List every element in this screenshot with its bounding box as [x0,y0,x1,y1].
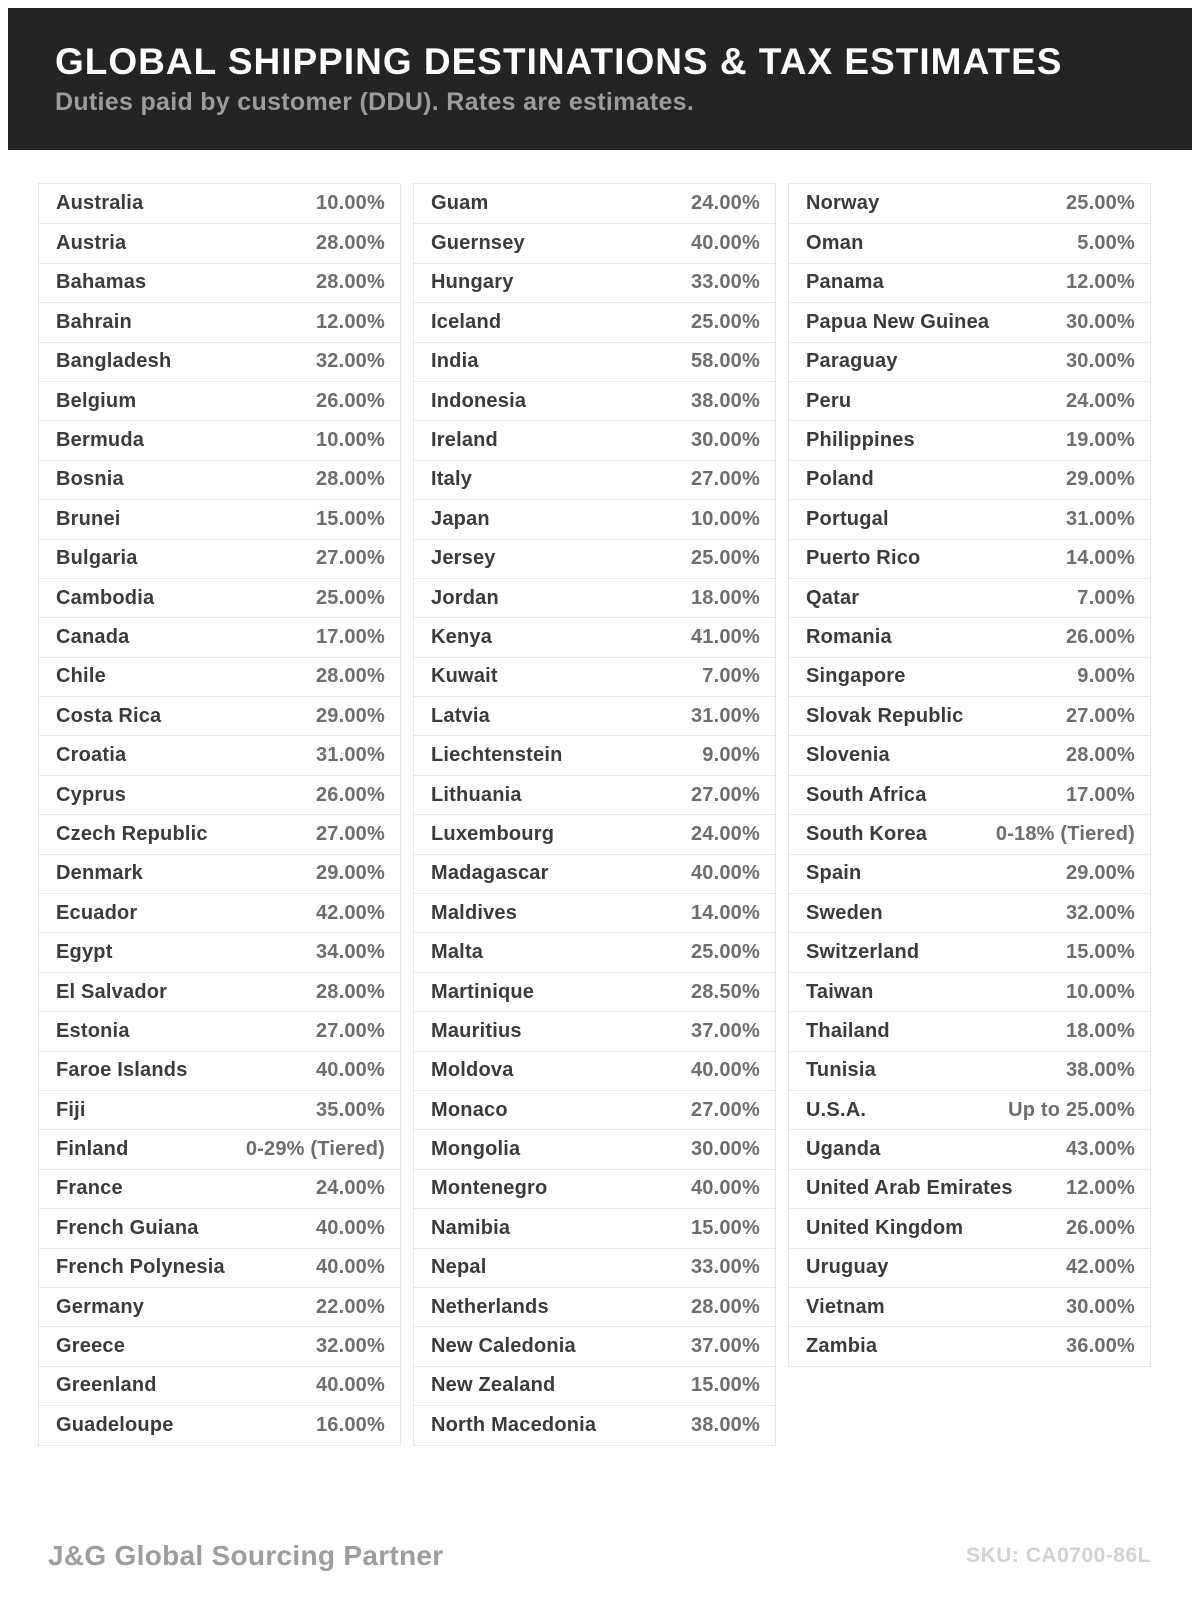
tax-rate-value: 30.00% [1065,1295,1135,1318]
country-name: New Caledonia [431,1335,576,1358]
tax-rate-row [789,735,1150,774]
tax-rate-value: 15.00% [690,1374,760,1397]
tax-rate-value: 30.00% [1065,350,1135,373]
tax-rate-value: 12.00% [1065,271,1135,294]
tax-rate-value: 7.00% [1077,586,1135,609]
country-name: Portugal [806,507,889,530]
tax-rate-value: 25.00% [1065,192,1135,215]
country-name: Jordan [431,586,499,609]
tax-rate-row [39,1326,400,1365]
tax-rate-row [39,617,400,656]
tax-rate-row [414,460,775,499]
country-name: Vietnam [806,1295,885,1318]
country-name: Sweden [806,901,883,924]
country-name: Italy [431,468,473,491]
tax-rate-row [39,696,400,735]
tax-rate-row [414,893,775,932]
tax-rate-value: 28.50% [690,980,760,1003]
tax-rate-row [789,184,1150,223]
tax-rate-row [39,420,400,459]
tax-rate-row [39,1248,400,1287]
tax-rate-value: 30.00% [690,1138,760,1161]
tax-rate-row [39,342,400,381]
tax-rate-value: 7.00% [702,665,760,688]
country-name: Greece [56,1335,126,1358]
tax-rate-row [39,1287,400,1326]
tax-rate-value: 15.00% [315,507,385,530]
tax-rate-row [39,1405,400,1444]
country-name: Malta [431,941,484,964]
country-name: Uganda [806,1138,881,1161]
country-name: Lithuania [431,783,522,806]
tax-rate-row [39,1208,400,1247]
country-name: Canada [56,625,130,648]
country-name: India [431,350,479,373]
tax-rate-value: 27.00% [690,1098,760,1121]
tax-rate-row [414,578,775,617]
tax-rate-value: 17.00% [1065,783,1135,806]
country-name: French Guiana [56,1216,199,1239]
tax-rate-row [789,972,1150,1011]
tax-rate-value: 17.00% [315,625,385,648]
tax-rate-row [789,932,1150,971]
tax-rate-row [39,1129,400,1168]
country-name: Egypt [56,941,113,964]
tax-rate-row [39,223,400,262]
tax-rate-value: 37.00% [690,1335,760,1358]
tax-rate-value: 14.00% [690,901,760,924]
tax-rate-row [414,302,775,341]
tax-rate-value: 38.00% [690,389,760,412]
country-name: Namibia [431,1216,511,1239]
tax-rate-value: 9.00% [1077,665,1135,688]
tax-rate-row [39,578,400,617]
tax-rate-row [789,1129,1150,1168]
tax-rate-row [414,775,775,814]
tax-rate-row [414,184,775,223]
country-name: North Macedonia [431,1413,597,1436]
tax-rate-value: 31.00% [690,704,760,727]
tax-rate-value: 28.00% [315,980,385,1003]
country-name: Netherlands [431,1295,549,1318]
tax-rate-value: 38.00% [690,1413,760,1436]
tax-rate-row [789,342,1150,381]
country-name: Panama [806,271,884,294]
country-name: Montenegro [431,1177,548,1200]
tax-rate-value: 12.00% [1065,1177,1135,1200]
country-name: Liechtenstein [431,744,563,767]
country-name: South Korea [806,822,928,845]
tax-rate-row [39,932,400,971]
tax-rate-value: 30.00% [1065,310,1135,333]
country-name: South Africa [806,783,927,806]
brand-name: J&G Global Sourcing Partner [48,1540,444,1571]
country-name: Zambia [806,1335,878,1358]
tax-rate-row [414,1090,775,1129]
tax-rate-value: 32.00% [315,350,385,373]
tax-rate-value: 40.00% [690,1177,760,1200]
country-name: Guernsey [431,232,525,255]
tax-rate-row [414,814,775,853]
tax-rate-row [789,499,1150,538]
tax-rate-value: 31.00% [315,744,385,767]
country-name: Germany [56,1295,145,1318]
rate-column-1 [38,183,401,1446]
tax-rate-row [789,1208,1150,1247]
tax-rate-value: 29.00% [315,704,385,727]
tax-rate-value: 5.00% [1077,232,1135,255]
country-name: Philippines [806,429,915,452]
country-name: Luxembourg [431,822,555,845]
tax-rate-value: 0-18% (Tiered) [995,822,1135,845]
country-name: Ecuador [56,901,138,924]
tax-rate-row [414,420,775,459]
tax-rate-row [414,1405,775,1444]
country-name: Uruguay [806,1256,889,1279]
tax-rate-row [39,1011,400,1050]
country-name: Kuwait [431,665,498,688]
page-title: GLOBAL SHIPPING DESTINATIONS & TAX ESTIMATES [55,41,1063,82]
tax-rate-row [414,657,775,696]
tax-rate-value: 24.00% [690,192,760,215]
country-name: Ireland [431,429,498,452]
tax-rate-row [39,814,400,853]
country-name: Chile [56,665,106,688]
tax-rate-row [414,932,775,971]
tax-rate-value: 42.00% [1065,1256,1135,1279]
country-name: Guam [431,192,489,215]
country-name: Iceland [431,310,502,333]
tax-rate-row [789,814,1150,853]
tax-rate-value: 33.00% [690,271,760,294]
country-name: Indonesia [431,389,527,412]
tax-rate-value: 22.00% [315,1295,385,1318]
tax-rate-row [39,775,400,814]
tax-rate-row [789,1090,1150,1129]
tax-rate-value: 25.00% [690,547,760,570]
country-name: Bahrain [56,310,132,333]
tax-rate-row [39,1169,400,1208]
tax-rate-row [39,854,400,893]
tax-rate-row [39,381,400,420]
tax-rate-value: 27.00% [690,468,760,491]
tax-rate-value: 29.00% [1065,862,1135,885]
country-name: Singapore [806,665,906,688]
tax-rate-value: 25.00% [690,310,760,333]
tax-rate-row [39,184,400,223]
tax-rate-row [789,263,1150,302]
tax-rate-value: 29.00% [1065,468,1135,491]
tax-rate-row [414,735,775,774]
country-name: Mauritius [431,1019,522,1042]
tax-rate-row [789,420,1150,459]
country-name: Slovak Republic [806,704,964,727]
country-name: Cambodia [56,586,155,609]
tax-rate-value: 10.00% [1065,980,1135,1003]
tax-rate-value: 40.00% [690,1059,760,1082]
country-name: Bangladesh [56,350,172,373]
country-name: France [56,1177,123,1200]
country-name: Peru [806,389,852,412]
tax-rate-row [414,617,775,656]
country-name: United Kingdom [806,1216,964,1239]
tax-rate-row [789,302,1150,341]
tax-rate-value: 35.00% [315,1098,385,1121]
tax-rate-row [414,342,775,381]
tax-rate-row [414,223,775,262]
tax-rate-value: 28.00% [315,468,385,491]
country-name: Papua New Guinea [806,310,990,333]
tax-rate-row [414,972,775,1011]
tax-rate-value: 27.00% [315,547,385,570]
tax-rate-row [789,1326,1150,1365]
country-name: Bermuda [56,429,145,452]
country-name: Austria [56,232,127,255]
tax-rate-value: 41.00% [690,625,760,648]
tax-rate-row [414,696,775,735]
sku-label: SKU: CA0700-86L [966,1544,1151,1567]
tax-rate-row [414,263,775,302]
tax-rate-row [39,735,400,774]
tax-rate-value: 34.00% [315,941,385,964]
country-name: Finland [56,1138,129,1161]
country-name: Latvia [431,704,491,727]
tax-rate-row [789,1011,1150,1050]
page-subtitle: Duties paid by customer (DDU). Rates are estimates. [55,87,695,116]
country-name: Estonia [56,1019,130,1042]
tax-rate-value: 40.00% [315,1374,385,1397]
tax-rate-value: 10.00% [315,192,385,215]
country-name: Brunei [56,507,121,530]
country-name: Denmark [56,862,143,885]
tax-rate-value: 43.00% [1065,1138,1135,1161]
tax-rate-row [414,854,775,893]
tax-rate-row [39,539,400,578]
tax-rate-row [414,539,775,578]
tax-rate-value: 16.00% [315,1413,385,1436]
country-name: New Zealand [431,1374,556,1397]
country-name: Bulgaria [56,547,138,570]
country-name: Maldives [431,901,518,924]
country-name: French Polynesia [56,1256,225,1279]
tax-rate-value: 10.00% [690,507,760,530]
country-name: Nepal [431,1256,487,1279]
country-name: Czech Republic [56,822,208,845]
tax-rate-row [789,381,1150,420]
tax-rate-value: 12.00% [315,310,385,333]
tax-rate-value: 27.00% [690,783,760,806]
country-name: Oman [806,232,864,255]
tax-rate-value: 19.00% [1065,429,1135,452]
country-name: Australia [56,192,144,215]
tax-rate-value: 25.00% [690,941,760,964]
tax-rate-value: 42.00% [315,901,385,924]
tax-rate-value: 15.00% [690,1216,760,1239]
tax-rate-value: 31.00% [1065,507,1135,530]
country-name: Madagascar [431,862,549,885]
country-name: Switzerland [806,941,920,964]
tax-rate-value: 38.00% [1065,1059,1135,1082]
country-name: Costa Rica [56,704,162,727]
tax-rate-value: 28.00% [315,232,385,255]
tax-rate-value: 40.00% [315,1059,385,1082]
country-name: Spain [806,862,862,885]
tax-rate-row [789,657,1150,696]
tax-rate-value: 26.00% [315,783,385,806]
country-name: Monaco [431,1098,508,1121]
tax-rate-value: 40.00% [690,862,760,885]
tax-rate-value: 26.00% [315,389,385,412]
tax-rate-value: 14.00% [1065,547,1135,570]
tax-rate-row [39,499,400,538]
tax-rate-value: 18.00% [690,586,760,609]
country-name: Cyprus [56,783,127,806]
tax-rate-row [39,1051,400,1090]
rate-column-2 [413,183,776,1446]
tax-rate-value: 27.00% [1065,704,1135,727]
tax-rate-value: 24.00% [1065,389,1135,412]
country-name: Martinique [431,980,535,1003]
tax-rate-value: 37.00% [690,1019,760,1042]
tax-rate-row [39,657,400,696]
country-name: Hungary [431,271,514,294]
country-name: Bahamas [56,271,147,294]
tax-rate-value: 40.00% [690,232,760,255]
country-name: Fiji [56,1098,86,1121]
tax-rate-value: 32.00% [1065,901,1135,924]
tax-rate-value: 15.00% [1065,941,1135,964]
tax-rate-row [39,893,400,932]
country-name: Japan [431,507,490,530]
country-name: Poland [806,468,874,491]
page-header [8,8,1192,150]
tax-rate-value: 26.00% [1065,1216,1135,1239]
tax-rate-row [39,302,400,341]
tax-rate-value: 40.00% [315,1256,385,1279]
tax-rate-row [789,1287,1150,1326]
tax-rate-row [789,578,1150,617]
tax-rate-row [789,460,1150,499]
tax-rate-value: 28.00% [315,271,385,294]
tax-rate-row [414,1366,775,1405]
tax-rate-row [414,381,775,420]
tax-rate-row [414,1248,775,1287]
country-name: Mongolia [431,1138,521,1161]
tax-rate-value: 28.00% [690,1295,760,1318]
tax-rate-row [414,1326,775,1365]
tax-rate-value: 24.00% [690,822,760,845]
tax-rate-value: 10.00% [315,429,385,452]
tax-rate-value: 40.00% [315,1216,385,1239]
tax-rate-row [39,972,400,1011]
tax-rate-value: 58.00% [690,350,760,373]
tax-rate-row [39,1090,400,1129]
country-name: Croatia [56,744,127,767]
tax-rate-value: 27.00% [315,822,385,845]
tax-rate-row [414,1287,775,1326]
tax-rate-value: 32.00% [315,1335,385,1358]
tax-rate-value: 27.00% [315,1019,385,1042]
tax-rate-row [789,223,1150,262]
page-footer [48,1532,1151,1580]
country-name: Slovenia [806,744,890,767]
tax-rate-row [39,263,400,302]
tax-rate-value: 9.00% [702,744,760,767]
tax-rate-row [414,1129,775,1168]
tax-rate-value: 30.00% [690,429,760,452]
tax-rate-row [789,617,1150,656]
country-name: Thailand [806,1019,890,1042]
country-name: United Arab Emirates [806,1177,1013,1200]
country-name: Tunisia [806,1059,876,1082]
tax-rate-value: 24.00% [315,1177,385,1200]
country-name: Greenland [56,1374,157,1397]
tax-rate-value: 25.00% [315,586,385,609]
tax-rate-value: 29.00% [315,862,385,885]
tax-rate-row [789,854,1150,893]
tax-rate-value: 33.00% [690,1256,760,1279]
country-name: Jersey [431,547,496,570]
tax-rate-row [789,696,1150,735]
country-name: Puerto Rico [806,547,921,570]
tax-rate-row [789,1248,1150,1287]
country-name: Norway [806,192,880,215]
country-name: Faroe Islands [56,1059,188,1082]
country-name: Bosnia [56,468,124,491]
tax-rate-value: 28.00% [315,665,385,688]
tax-rate-value: 28.00% [1065,744,1135,767]
country-name: U.S.A. [806,1098,867,1121]
tax-rate-row [789,539,1150,578]
tax-rate-value: 0-29% (Tiered) [245,1138,385,1161]
country-name: Belgium [56,389,137,412]
tax-rate-row [414,499,775,538]
tax-rate-row [789,893,1150,932]
country-name: Taiwan [806,980,874,1003]
tax-rate-row [39,460,400,499]
tax-rate-row [39,1366,400,1405]
tax-rate-value: Up to 25.00% [1008,1098,1135,1121]
tax-rate-table [38,183,1151,1446]
country-name: El Salvador [56,980,168,1003]
country-name: Kenya [431,625,493,648]
country-name: Qatar [806,586,860,609]
rate-column-3 [788,183,1151,1367]
tax-rate-row [789,1051,1150,1090]
country-name: Paraguay [806,350,898,373]
tax-rate-row [414,1208,775,1247]
tax-rate-row [414,1169,775,1208]
tax-rate-row [414,1011,775,1050]
country-name: Moldova [431,1059,514,1082]
tax-rate-value: 36.00% [1065,1335,1135,1358]
tax-rate-row [414,1051,775,1090]
tax-rate-row [789,1169,1150,1208]
tax-rate-row [789,775,1150,814]
tax-rate-value: 26.00% [1065,625,1135,648]
tax-rate-value: 18.00% [1065,1019,1135,1042]
country-name: Guadeloupe [56,1413,174,1436]
country-name: Romania [806,625,892,648]
